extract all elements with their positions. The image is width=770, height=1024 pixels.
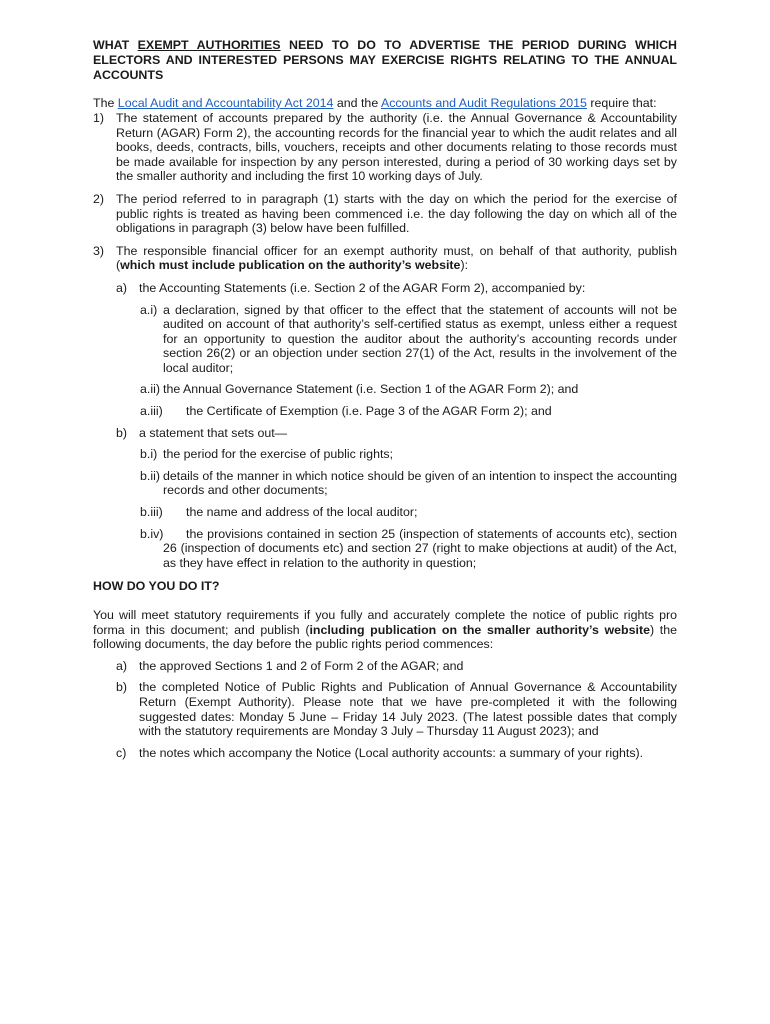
list-number: b.iv) [140, 526, 164, 541]
sub-item-b [93, 426, 677, 441]
list-item-text: the approved Sections 1 and 2 of Form 2 of the AGAR; and [139, 658, 464, 673]
how-item-b [93, 680, 677, 738]
list-item-text: the completed Notice of Public Rights and Publication of Annual Governance & Accountability Return (Exempt Authority). Please note that we have pre-completed it with the following suggested dates: Monday 5 June – Friday 14 July 2023. (The latest possible dates that comply with the statutory requirements are Monday 3 July – Thursday 11 August 2023); and [139, 680, 677, 739]
list-number: b.ii) [140, 468, 160, 483]
list-number: b.iii) [140, 505, 163, 520]
list-number: a.iii) [140, 404, 163, 419]
list-item-text: The responsible financial officer for an exempt authority must, on behalf of that authority, publish ( [116, 243, 677, 273]
list-item-text: the name and address of the local auditor; [186, 505, 418, 520]
list-number: 2) [93, 191, 105, 206]
list-number: a) [116, 658, 128, 673]
list-number: c) [116, 745, 127, 760]
how-text: You will meet statutory requirements if you fully and accurately complete the notice of public rights pro forma in this document; and publish ( [93, 608, 677, 637]
list-number: a.i) [140, 302, 158, 317]
how-item-a [93, 659, 677, 674]
list-item-text: the Accounting Statements (i.e. Section 2 of the AGAR Form 2), accompanied by: [139, 280, 586, 295]
list-number: b) [116, 680, 128, 695]
list-item-text: the notes which accompany the Notice (Local authority accounts: a summary of your rights). [139, 745, 644, 760]
list-number: a) [116, 280, 128, 295]
intro-the: The [93, 96, 118, 111]
list-item-text: ): [460, 258, 469, 273]
sub-item-a-iii [93, 404, 677, 419]
list-item-text: a statement that sets out— [139, 425, 288, 440]
sub-item-b-iii [93, 505, 677, 520]
sub-item-b-iv [93, 527, 677, 571]
sub-item-b-ii [93, 469, 677, 498]
how-text: ) the following documents, the day before the public rights period commences: [93, 622, 677, 652]
link-local-audit-act[interactable]: Local Audit and Accountability Act 2014 [117, 96, 334, 111]
list-number: 3) [93, 243, 105, 258]
list-item-text: The statement of accounts prepared by the authority (i.e. the Annual Governance & Accountability Return (AGAR) Form 2), the accounting records for the financial year to which the audit relates and all books, deeds, contracts, bills, vouchers, receipts and other documents relating to those records must be made available for inspection by any person interested, during a period of 30 working days set by the smaller authority and including the first 10 working days of July. [116, 110, 677, 184]
intro-paragraph [93, 96, 677, 111]
intro-and-the: and the [333, 96, 381, 111]
how-item-c [93, 746, 677, 761]
list-item-text: the provisions contained in section 25 (inspection of statements of accounts etc), section 26 (inspection of documents etc) and section 27 (right to make objections at audit) of the Act, as they have effect in relation to the authority in question; [163, 526, 677, 570]
list-number: 1) [93, 110, 105, 125]
section-heading-how: HOW DO YOU DO IT? [93, 579, 220, 594]
intro-require: require that: [586, 96, 657, 111]
how-bold-text: including publication on the smaller authority’s website [309, 622, 650, 637]
sub-item-a [93, 281, 677, 296]
title-underlined: EXEMPT AUTHORITIES [137, 38, 281, 52]
list-number: b.i) [140, 447, 158, 462]
list-item-1 [93, 111, 677, 184]
sub-item-b-i [93, 447, 677, 462]
list-item-text: the Certificate of Exemption (i.e. Page 3 of the AGAR Form 2); and [186, 404, 552, 419]
list-item-text: The period referred to in paragraph (1) starts with the day on which the period for the exercise of public rights is treated as having been commenced i.e. the day following the day on which all of the obligations in paragraph (3) below have been fulfilled. [116, 191, 677, 236]
list-item-3 [93, 244, 677, 273]
list-item-2 [93, 192, 677, 236]
list-number: b) [116, 425, 128, 440]
how-paragraph [93, 608, 677, 652]
list-item-text: the Annual Governance Statement (i.e. Section 1 of the AGAR Form 2); and [163, 382, 579, 397]
list-item-text: a declaration, signed by that officer to the effect that the statement of accounts will not be audited on account of that authority’s self-certified status as exempt, unless either a request for an opportunity to question the auditor about the authority’s accounting records under section 26(2) or an objection under section 27(1) of the Act, results in the involvement of the local auditor; [163, 302, 677, 375]
page-title [93, 38, 677, 82]
link-accounts-audit-regs[interactable]: Accounts and Audit Regulations 2015 [380, 96, 587, 111]
list-item-bold-text: which must include publication on the authority’s website [120, 258, 461, 273]
list-item-text: details of the manner in which notice should be given of an intention to inspect the accounting records and other documents; [163, 468, 677, 498]
document-page [93, 38, 677, 767]
list-item-text: the period for the exercise of public rights; [163, 447, 394, 462]
list-number: a.ii) [140, 382, 160, 397]
sub-item-a-i [93, 303, 677, 376]
sub-item-a-ii [93, 382, 677, 397]
title-part1: WHAT [93, 38, 138, 52]
title-part2: NEED TO DO TO ADVERTISE THE PERIOD DURING WHICH ELECTORS AND INTERESTED PERSONS MAY EXERCISE RIGHTS RELATING TO THE ANNUAL ACCOUNTS [93, 38, 677, 82]
